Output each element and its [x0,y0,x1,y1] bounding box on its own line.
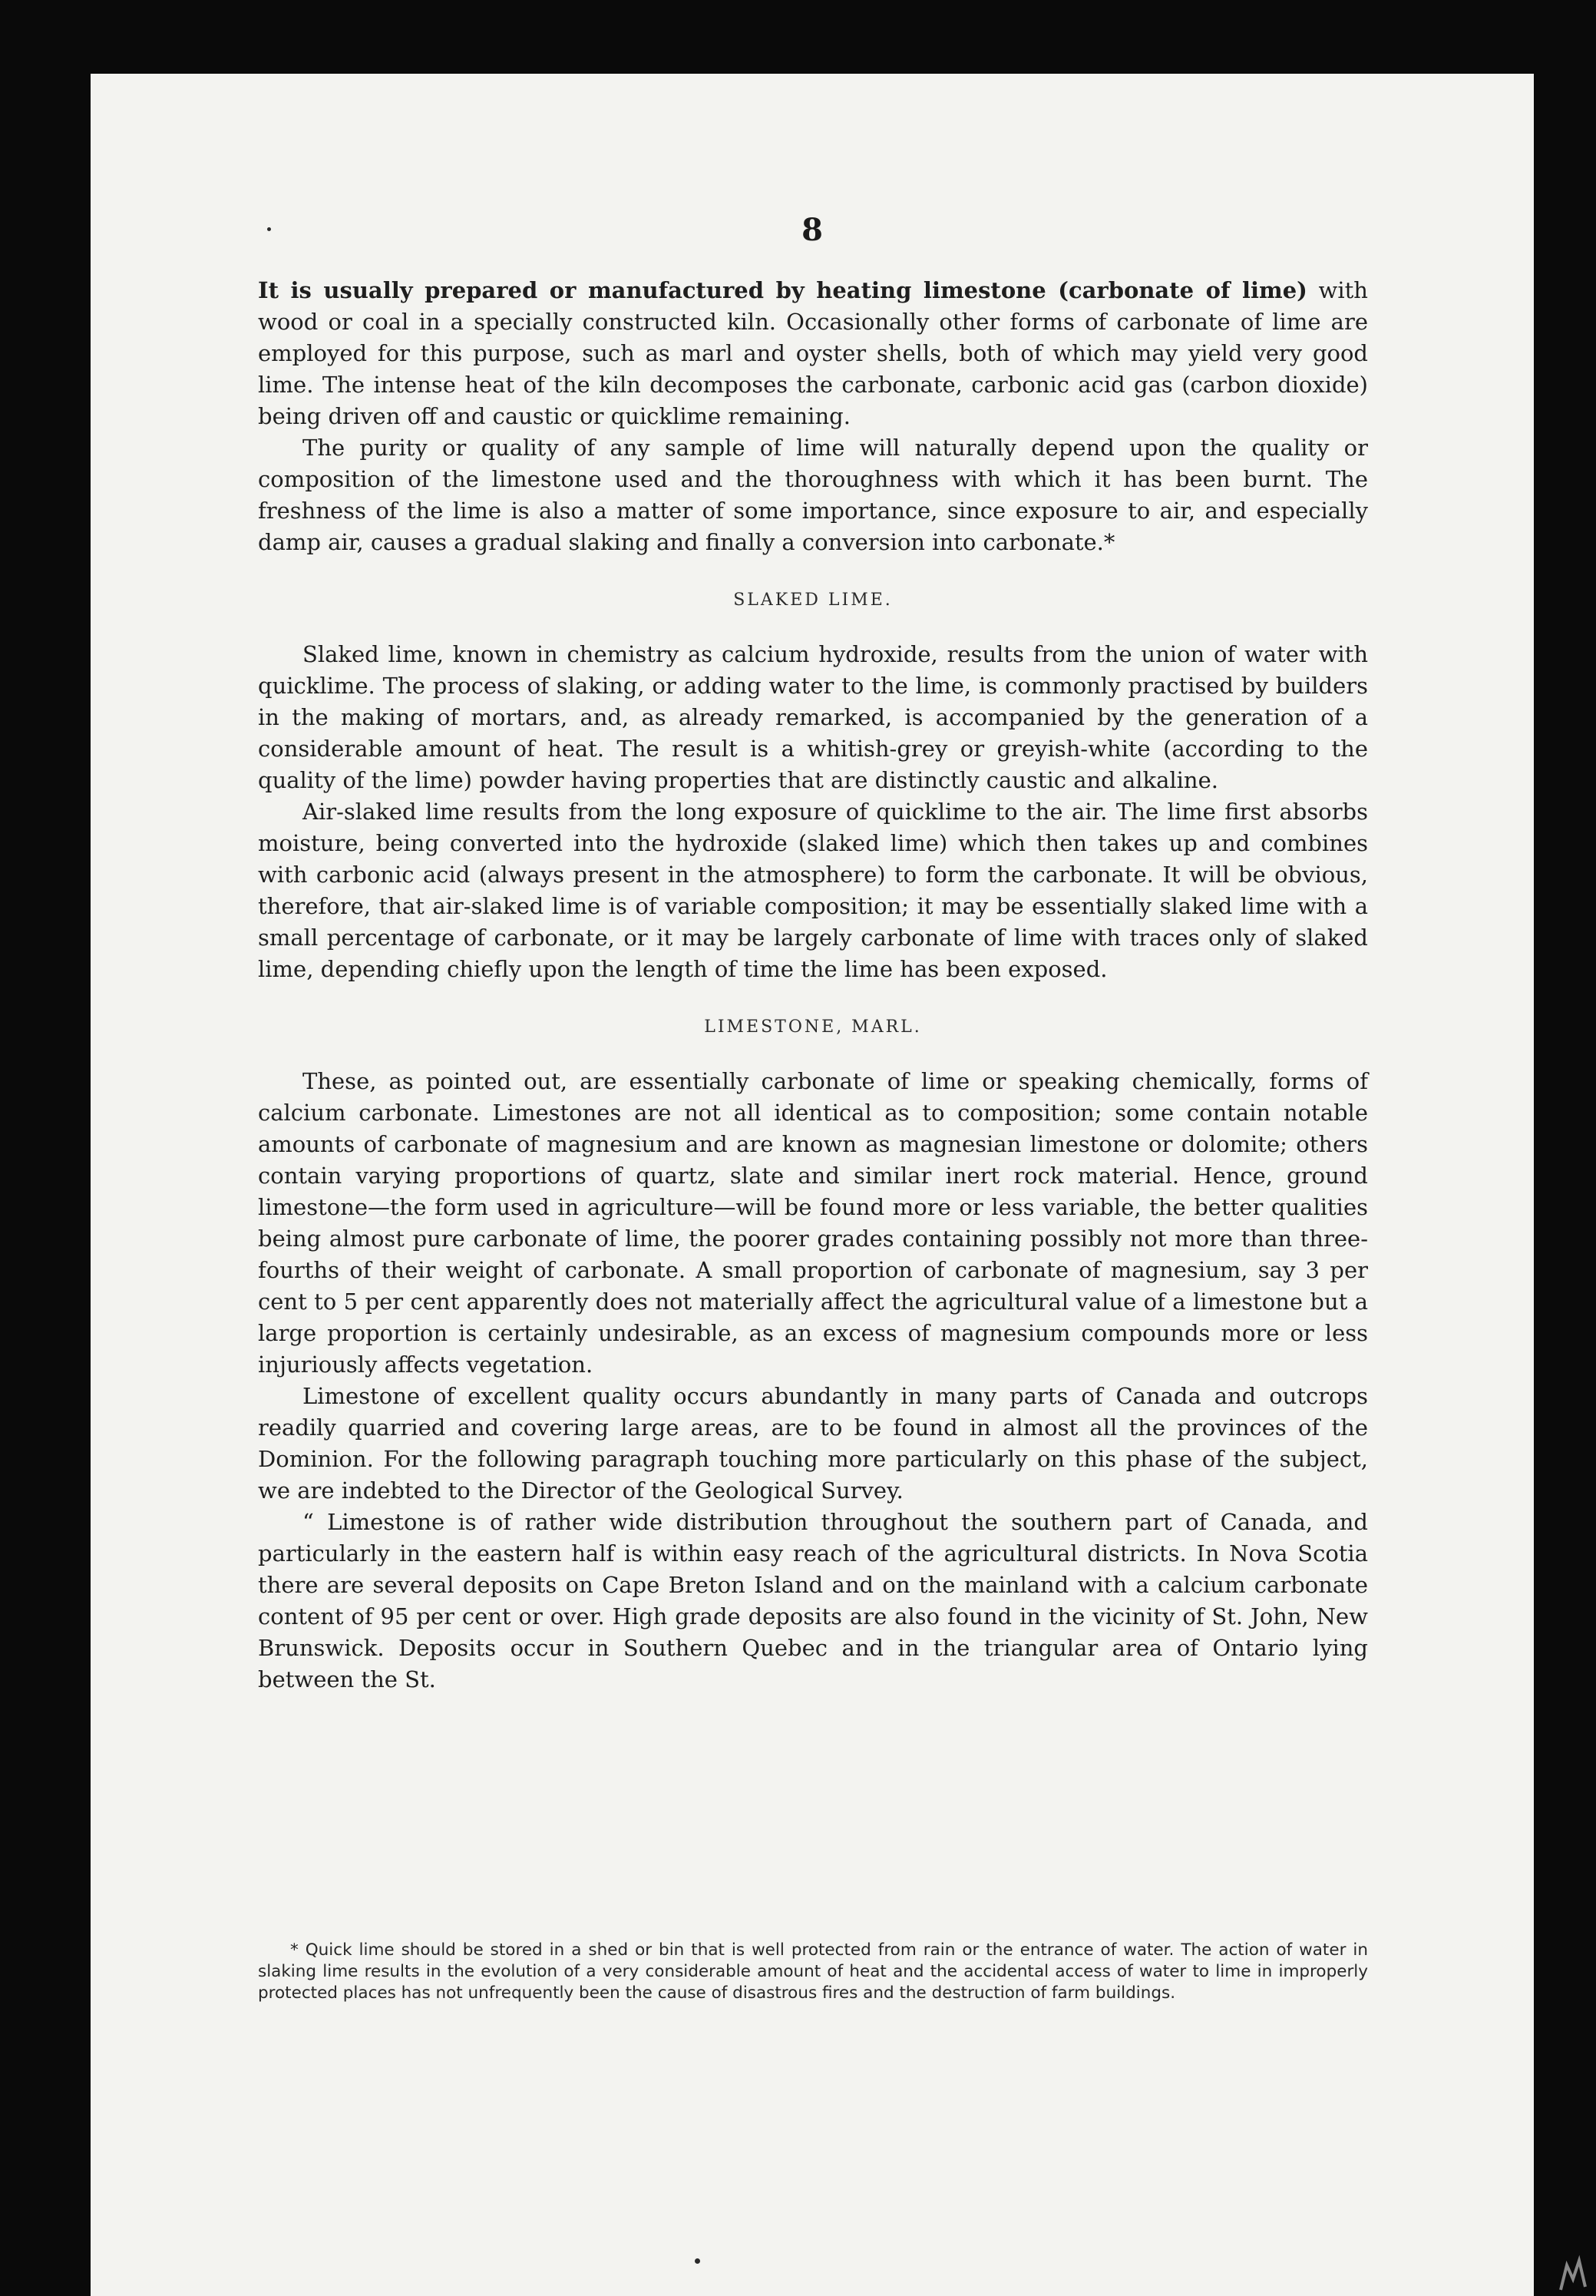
limestone-paragraph-3: “ Limestone is of rather wide distribution throughout the southern part of Canada, and particularly in the eastern half is within easy reach of the agricultural districts. In Nova Scotia there are several deposits on Cape Breton Island and on the mainland with a calcium carbonate content of 95 per cent or over. High grade deposits are also found in the vicinity of St. John, New Brunswick. Deposits occur in Southern Quebec and in the triangular area of Ontario lying between the St. [258,1509,1368,1692]
purity-paragraph: The purity or quality of any sample of lime will naturally depend upon the quality or composition of the limestone used and the thoroughness with which it has been burnt. The freshness of the lime is also a matter of some importance, since exposure to air, and especially damp air, causes a gradual slaking and finally a conversion into carbonate.* [258,435,1368,555]
scanned-page [91,74,1534,2296]
intro-text: with wood or coal in a specially constructed kiln. Occasionally other forms of carbonate of lime are employed for this purpose, such as marl and oyster shells, both of which may yield very good lime. The intense heat of the kiln decomposes the carbonate, carbonic acid gas (carbon dioxide) being driven off and caustic or quicklime remaining. [258,277,1368,429]
section-heading-slaked-lime: SLAKED LIME. [733,591,893,610]
intro-paragraph [258,275,1368,432]
scan-corner-mark [1550,2250,1596,2296]
slaked-lime-paragraph-2: Air-slaked lime results from the long exposure of quicklime to the air. The lime first absorbs moisture, being converted into the hydroxide (slaked lime) which then takes up and combines with carbonic acid (always present in the atmosphere) to form the carbonate. It will be obvious, therefore, that air-slaked lime is of variable composition; it may be essentially slaked lime with a small percentage of carbonate, or it may be largely carbonate of lime with traces only of slaked lime, depending chiefly upon the length of time the lime has been exposed. [258,799,1368,982]
footnote: * Quick lime should be stored in a shed or bin that is well protected from rain or the entrance of water. The action of water in slaking lime results in the evolution of a very considerable amount of heat and the accidental access of water to lime in improperly protected places has not unfrequently been the cause of disastrous fires and the destruction of farm buildings. [258,1940,1368,2003]
intro-bold-lead: It is usually prepared or manufactured by heating limestone (carbonate of lime) [258,277,1307,303]
scan-speck [267,227,271,231]
section-heading-limestone-marl: LIMESTONE, MARL. [704,1017,922,1037]
page-number: 8 [801,212,823,248]
slaked-lime-paragraph-1: Slaked lime, known in chemistry as calcium hydroxide, results from the union of water with quicklime. The process of slaking, or adding water to the lime, is commonly practised by builders in the making of mortars, and, as already remarked, is accompanied by the generation of a considerable amount of heat. The result is a whitish-grey or greyish-white (according to the quality of the lime) powder having properties that are distinctly caustic and alkaline. [258,641,1368,793]
scan-speck [695,2258,700,2264]
limestone-paragraph-1: These, as pointed out, are essentially carbonate of lime or speaking chemically, forms of calcium carbonate. Limestones are not all identical as to composition; some contain notable amounts of carbonate of magnesium and are known as magnesian limestone or dolomite; others contain varying proportions of quartz, slate and similar inert rock material. Hence, ground limestone—the form used in agriculture—will be found more or less variable, the better qualities being almost pure carbonate of lime, the poorer grades containing possibly not more than three-fourths of their weight of carbonate. A small proportion of carbonate of magnesium, say 3 per cent to 5 per cent apparently does not materially affect the agricultural value of a limestone but a large proportion is certainly undesirable, as an excess of magnesium compounds more or less injuriously affects vegetation. [258,1068,1368,1378]
limestone-paragraph-2: Limestone of excellent quality occurs abundantly in many parts of Canada and outcrops readily quarried and covering large areas, are to be found in almost all the provinces of the Dominion. For the following paragraph touching more particularly on this phase of the subject, we are indebted to the Director of the Geological Survey. [258,1383,1368,1504]
body-text [258,275,1368,1696]
